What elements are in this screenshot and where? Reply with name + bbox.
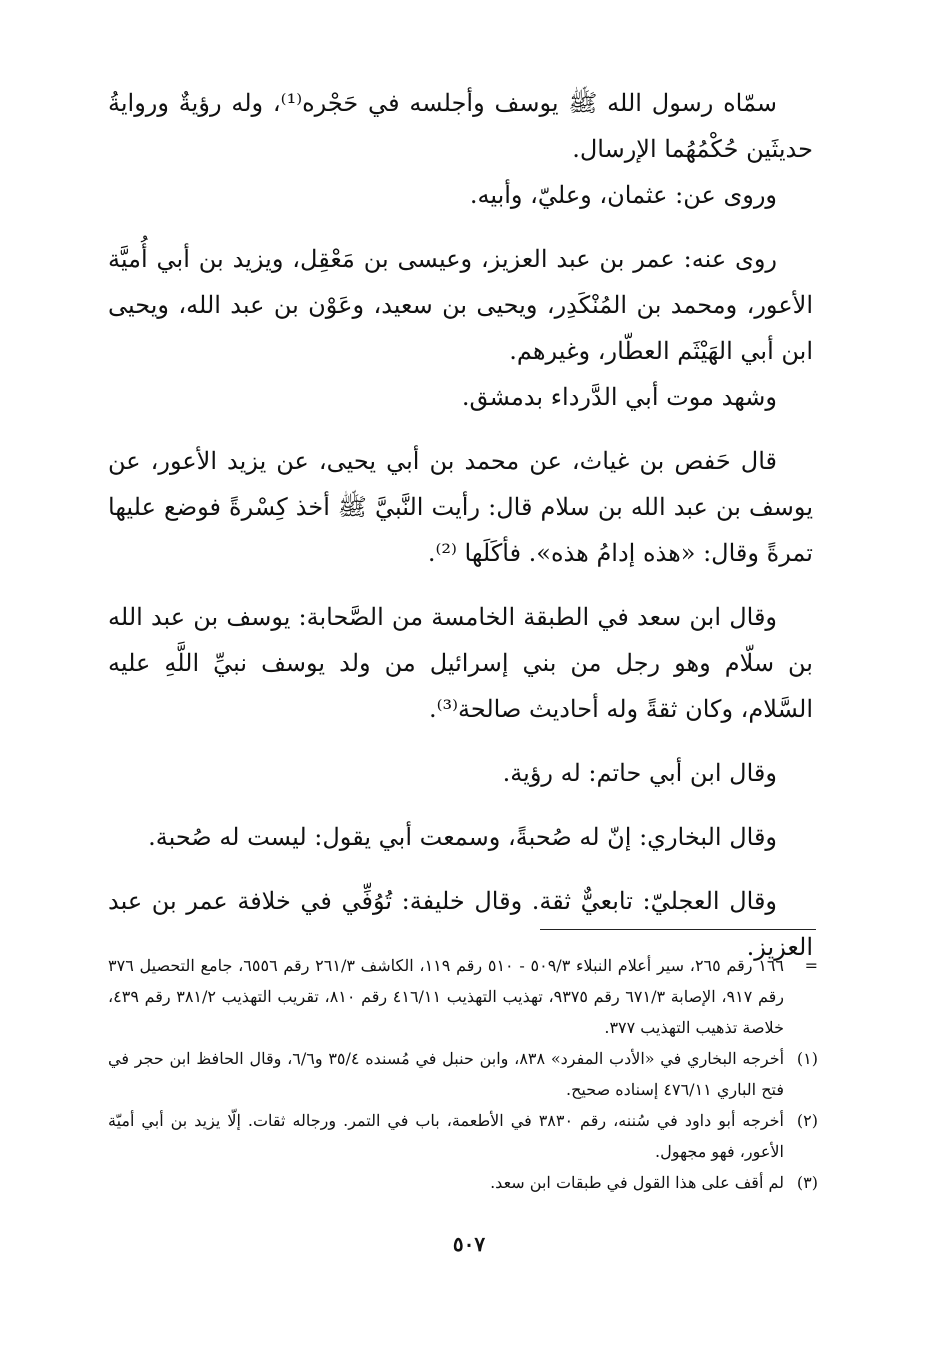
- footnote-marker: (١): [796, 1049, 818, 1068]
- paragraph-narrated-by: روى عنه: عمر بن عبد العزيز، وعيسى بن مَعْقِل، ويزيد بن أبي أُميَّة الأعور، ومحمد بن المُنْكَدِر، ويحيى بن سعيد، وعَوْن بن عبد الله، ويحيى ابن أبي الهَيْثَم العطّار، وغيرهم.: [108, 245, 813, 365]
- footnote-text: أخرجه أبو داود في سُننه، رقم ٣٨٣٠ في الأطعمة، باب في التمر. ورجاله ثقات. إلّا يزيد بن أبي أميّة الأعور، فهو مجهول.: [108, 1111, 784, 1161]
- footnote-3: [108, 1167, 818, 1198]
- paragraph-naming: سمّاه رسول الله ﷺ يوسف وأجلسه في حَجْره⁽¹⁾، وله رؤيةٌ وروايةُ حديثَين حُكْمُهُما الإرسال.: [108, 89, 813, 163]
- paragraph-narrated-from: وروى عن: عثمان، وعليّ، وأبيه.: [469, 181, 777, 209]
- footnote-2: [108, 1105, 818, 1167]
- paragraph-ibn-abi-hatim: وقال ابن أبي حاتم: له رؤية.: [502, 759, 777, 787]
- footnote-text: لم أقف على هذا القول في طبقات ابن سعد.: [490, 1173, 784, 1192]
- footnote-text: أخرجه البخاري في «الأدب المفرد» ٨٣٨، وابن حنبل في مُسنده ٣٥/٤ و٦/٦، وقال الحافظ ابن حجر في فتح الباري ٤٧٦/١١ إسناده صحيح.: [108, 1049, 785, 1099]
- footnote-marker: =: [804, 956, 818, 975]
- paragraph-ijli: وقال العجليّ: تابعيٌّ ثقة. وقال خليفة: تُوُفِّي في خلافة عمر بن عبد العزيز.: [108, 887, 813, 961]
- paragraph-bukhari: وقال البخاري: إنّ له صُحبةً، وسمعت أبي يقول: ليست له صُحبة.: [148, 823, 777, 851]
- main-text: [108, 80, 813, 970]
- footnotes: [108, 950, 818, 1198]
- footnote-separator: [540, 929, 816, 930]
- paragraph-hadith: قال حَفص بن غياث، عن محمد بن أبي يحيى، عن يزيد الأعور، عن يوسف بن عبد الله بن سلام قال: رأيت النَّبيَّ ﷺ أخذ كِسْرةً فوضع عليها تمرةً وقال: «هذه إدامُ هذه». فأكَلَها ⁽²⁾.: [108, 447, 813, 567]
- footnote-1: [108, 1043, 818, 1105]
- footnote-marker: (٢): [796, 1111, 818, 1130]
- paragraph-witnessed: وشهد موت أبي الدَّرداء بدمشق.: [461, 383, 777, 411]
- footnote-continued: [108, 950, 818, 1043]
- footnote-marker: (٣): [796, 1173, 818, 1192]
- footnote-text: ١٦٦ رقم ٢٦٥، سير أعلام النبلاء ٥٠٩/٣ - ٥١٠ رقم ١١٩، الكاشف ٢٦١/٣ رقم ٦٥٥٦، جامع التحصيل ٣٧٦ رقم ٩١٧، الإصابة ٦٧١/٣ رقم ٩٣٧٥، تهذيب التهذيب ٤١٦/١١ رقم ٨١٠، تقريب التهذيب ٣٨١/٢ رقم ٤٣٩، خلاصة تذهيب التهذيب ٣٧٧.: [108, 956, 784, 1037]
- paragraph-ibn-saad: وقال ابن سعد في الطبقة الخامسة من الصَّحابة: يوسف بن عبد الله بن سلّام وهو رجل من بني إسرائيل من ولد يوسف نبيِّ اللَّهِ عليه السَّلام، وكان ثقةً وله أحاديث صالحة⁽³⁾.: [108, 603, 813, 723]
- page-number: ٥٠٧: [452, 1232, 486, 1256]
